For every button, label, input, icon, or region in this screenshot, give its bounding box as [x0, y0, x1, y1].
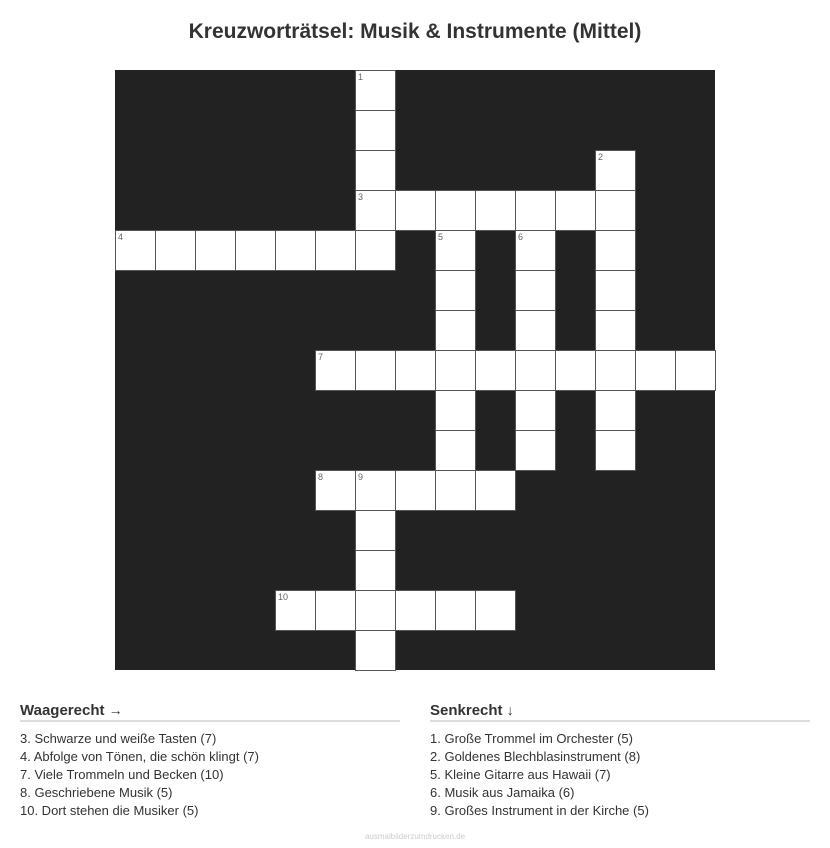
clue-item: 2. Goldenes Blechblasinstrument (8)	[430, 749, 641, 764]
across-clue-list	[20, 730, 400, 820]
crossword-cell[interactable]	[435, 390, 476, 431]
cell-number: 4	[118, 232, 124, 242]
clue-item: 1. Große Trommel im Orchester (5)	[430, 731, 633, 746]
crossword-cell[interactable]	[515, 270, 556, 311]
crossword-cell[interactable]	[395, 590, 436, 631]
crossword-cell[interactable]	[595, 350, 636, 391]
cell-number: 8	[318, 472, 324, 482]
crossword-cell[interactable]	[475, 350, 516, 391]
arrow-down-icon: ↓	[506, 702, 514, 718]
across-heading-label: Waagerecht	[20, 702, 105, 719]
crossword-cell[interactable]	[115, 230, 156, 271]
clue-item: 6. Musik aus Jamaika (6)	[430, 785, 575, 800]
crossword-cell[interactable]	[275, 230, 316, 271]
down-heading	[430, 702, 810, 722]
crossword-cell[interactable]	[475, 470, 516, 511]
crossword-cell[interactable]	[515, 230, 556, 271]
crossword-cell[interactable]	[395, 470, 436, 511]
cell-number: 7	[318, 352, 324, 362]
crossword-cell[interactable]	[355, 590, 396, 631]
crossword-cell[interactable]	[355, 190, 396, 231]
cell-number: 3	[358, 192, 364, 202]
crossword-cell[interactable]	[675, 350, 716, 391]
crossword-cell[interactable]	[435, 430, 476, 471]
footer-credit: ausmalbilderzumdrucken.de	[364, 832, 466, 841]
clue-item: 5. Kleine Gitarre aus Hawaii (7)	[430, 767, 611, 782]
cell-number: 2	[598, 152, 604, 162]
clue-item: 3. Schwarze und weiße Tasten (7)	[20, 731, 217, 746]
page-title: Kreuzworträtsel: Musik & Instrumente (Mittel)	[188, 20, 642, 43]
crossword-cell[interactable]	[315, 230, 356, 271]
cell-number: 6	[518, 232, 524, 242]
crossword-cell[interactable]	[595, 270, 636, 311]
crossword-grid	[115, 70, 715, 670]
crossword-cell[interactable]	[155, 230, 196, 271]
crossword-cell[interactable]	[435, 270, 476, 311]
crossword-cell[interactable]	[595, 190, 636, 231]
down-heading-label: Senkrecht	[430, 702, 503, 719]
cell-number: 5	[438, 232, 444, 242]
crossword-cell[interactable]	[435, 470, 476, 511]
crossword-cell[interactable]	[595, 230, 636, 271]
crossword-cell[interactable]	[355, 70, 396, 111]
crossword-cell[interactable]	[395, 350, 436, 391]
crossword-cell[interactable]	[315, 470, 356, 511]
cell-number: 9	[358, 472, 364, 482]
across-heading	[20, 702, 400, 722]
crossword-cell[interactable]	[555, 350, 596, 391]
clue-item: 4. Abfolge von Tönen, die schön klingt (7)	[20, 749, 259, 764]
crossword-cell[interactable]	[515, 390, 556, 431]
crossword-cell[interactable]	[515, 310, 556, 351]
crossword-cell[interactable]	[355, 150, 396, 191]
cell-number: 10	[278, 592, 289, 602]
crossword-cell[interactable]	[235, 230, 276, 271]
crossword-cell[interactable]	[395, 190, 436, 231]
crossword-cell[interactable]	[355, 470, 396, 511]
crossword-cell[interactable]	[475, 190, 516, 231]
crossword-cell[interactable]	[475, 590, 516, 631]
crossword-cell[interactable]	[355, 550, 396, 591]
crossword-cell[interactable]	[195, 230, 236, 271]
crossword-cell[interactable]	[435, 230, 476, 271]
crossword-cell[interactable]	[435, 590, 476, 631]
crossword-cell[interactable]	[315, 350, 356, 391]
crossword-cell[interactable]	[595, 390, 636, 431]
down-clues	[430, 702, 810, 820]
crossword-cell[interactable]	[515, 350, 556, 391]
crossword-cell[interactable]	[435, 310, 476, 351]
cell-number: 1	[358, 72, 364, 82]
crossword-cell[interactable]	[515, 430, 556, 471]
down-clue-list	[430, 730, 810, 820]
crossword-cell[interactable]	[355, 350, 396, 391]
crossword-cell[interactable]	[315, 590, 356, 631]
clue-item: 7. Viele Trommeln und Becken (10)	[20, 767, 224, 782]
crossword-cell[interactable]	[355, 110, 396, 151]
crossword-cell[interactable]	[435, 350, 476, 391]
crossword-cell[interactable]	[355, 630, 396, 671]
crossword-cell[interactable]	[275, 590, 316, 631]
crossword-cell[interactable]	[595, 150, 636, 191]
crossword-cell[interactable]	[355, 510, 396, 551]
crossword-cell[interactable]	[435, 190, 476, 231]
across-clues	[20, 702, 400, 820]
crossword-cell[interactable]	[355, 230, 396, 271]
clue-item: 8. Geschriebene Musik (5)	[20, 785, 173, 800]
crossword-cell[interactable]	[555, 190, 596, 231]
clue-item: 9. Großes Instrument in der Kirche (5)	[430, 803, 649, 818]
crossword-cell[interactable]	[635, 350, 676, 391]
crossword-cell[interactable]	[595, 310, 636, 351]
clue-item: 10. Dort stehen die Musiker (5)	[20, 803, 199, 818]
crossword-cell[interactable]	[515, 190, 556, 231]
arrow-right-icon: →	[108, 702, 123, 718]
crossword-cell[interactable]	[595, 430, 636, 471]
